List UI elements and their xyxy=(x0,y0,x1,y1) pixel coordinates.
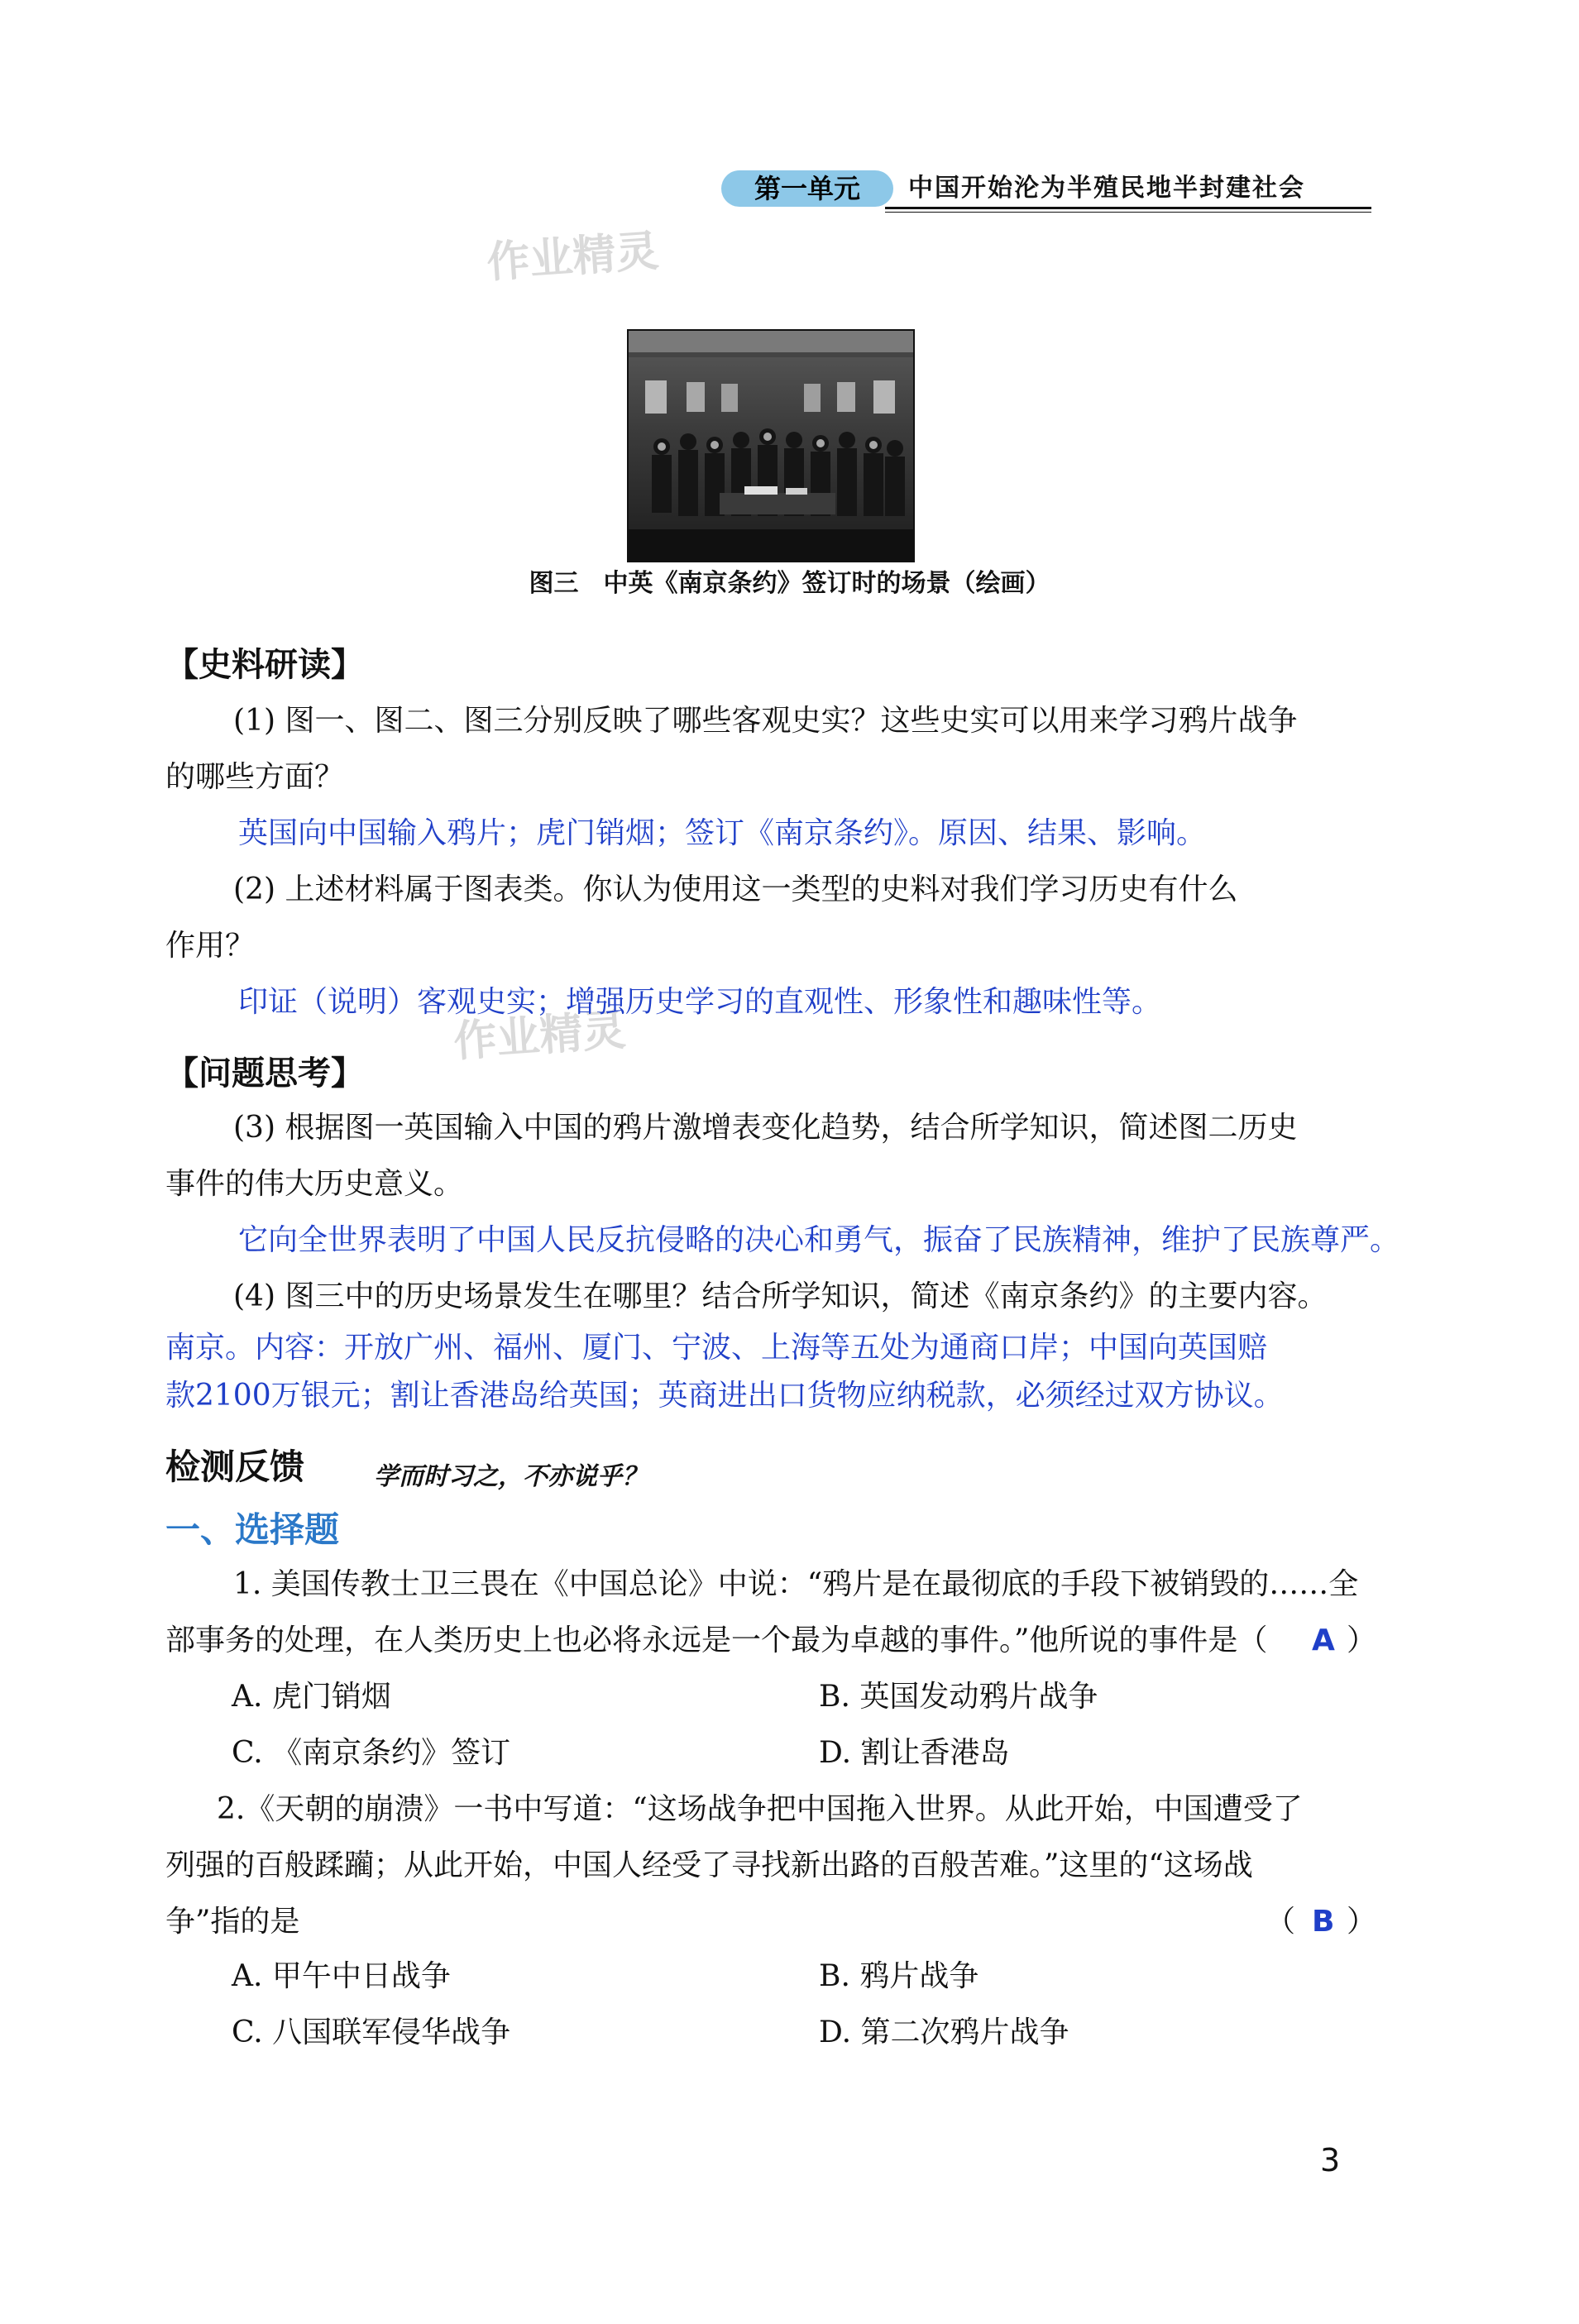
mc-1-option-a[interactable]: A. 虎门销烟 xyxy=(232,1680,391,1714)
question-3-line-1: (3) 根据图一英国输入中国的鸦片激增表变化趋势，结合所学知识，简述图二历史 xyxy=(233,1111,1298,1145)
mc-question-2-line-1: 2.《天朝的崩溃》一书中写道：“这场战争把中国拖入世界。从此开始，中国遭受了 xyxy=(217,1792,1303,1826)
feedback-subtitle: 学而时习之，不亦说乎？ xyxy=(374,1462,647,1491)
mc-bracket-open-2: （ xyxy=(1266,1905,1296,1939)
header-rule xyxy=(885,207,1371,209)
unit-label: 第一单元 xyxy=(721,170,893,207)
watermark-top: 作业精灵 xyxy=(485,226,661,289)
watermark-middle: 作业精灵 xyxy=(452,1005,628,1068)
mc-2-option-c[interactable]: C. 八国联军侵华战争 xyxy=(232,2016,511,2049)
mc-question-2-line-2: 列强的百般蹂躏；从此开始，中国人经受了寻找新出路的百般苦难。”这里的“这场战 xyxy=(165,1848,1253,1882)
mc-2-option-b[interactable]: B. 鸦片战争 xyxy=(819,1959,979,1993)
unit-title: 中国开始沦为半殖民地半封建社会 xyxy=(908,174,1305,203)
question-4: (4) 图三中的历史场景发生在哪里？结合所学知识，简述《南京条约》的主要内容。 xyxy=(233,1279,1328,1313)
question-2-line-1: (2) 上述材料属于图表类。你认为使用这一类型的史料对我们学习历史有什么 xyxy=(233,873,1238,906)
mc-2-option-a[interactable]: A. 甲午中日战争 xyxy=(232,1959,451,1993)
answer-4-line-1: 南京。内容：开放广州、福州、厦门、宁波、上海等五处为通商口岸；中国向英国赔 xyxy=(165,1331,1268,1365)
treaty-signing-photo xyxy=(627,329,915,562)
mc-bracket-close-2: ） xyxy=(1347,1905,1377,1939)
mc-bracket-close-1: ） xyxy=(1347,1623,1377,1657)
header-rule-thin xyxy=(885,212,1371,213)
answer-2: 印证（说明）客观史实；增强历史学习的直观性、形象性和趣味性等。 xyxy=(238,985,1162,1019)
mc-2-option-d[interactable]: D. 第二次鸦片战争 xyxy=(819,2016,1069,2049)
question-2-line-2: 作用？ xyxy=(165,929,256,963)
mc-question-1-line-2: 部事务的处理，在人类历史上也必将永远是一个最为卓越的事件。”他所说的事件是（ xyxy=(165,1623,1268,1657)
answer-3: 它向全世界表明了中国人民反抗侵略的决心和勇气，振奋了民族精神，维护了民族尊严。 xyxy=(238,1223,1400,1257)
answer-1: 英国向中国输入鸦片；虎门销烟；签订《南京条约》。原因、结果、影响。 xyxy=(238,816,1207,850)
photo-illustration xyxy=(629,331,913,561)
section-heading-thinking: 【问题思考】 xyxy=(165,1054,364,1093)
mc-answer-1: A xyxy=(1312,1623,1335,1657)
section-heading-reading: 【史料研读】 xyxy=(165,646,364,684)
feedback-heading: 检测反馈 xyxy=(165,1447,305,1487)
question-3-line-2: 事件的伟大历史意义。 xyxy=(165,1167,464,1201)
question-1-line-2: 的哪些方面？ xyxy=(165,760,345,794)
page-number: 3 xyxy=(1320,2142,1341,2178)
mc-1-option-c[interactable]: C. 《南京条约》签订 xyxy=(232,1736,511,1770)
mc-answer-2: B xyxy=(1312,1905,1335,1939)
mc-1-option-d[interactable]: D. 割让香港岛 xyxy=(819,1736,1010,1770)
mc-1-option-b[interactable]: B. 英国发动鸦片战争 xyxy=(819,1680,1098,1714)
answer-4-line-2: 款2100万银元；割让香港岛给英国；英商进出口货物应纳税款，必须经过双方协议。 xyxy=(165,1379,1284,1413)
multiple-choice-heading: 一、选择题 xyxy=(165,1509,340,1550)
mc-question-2-line-3: 争”指的是 xyxy=(165,1905,300,1939)
figure-caption: 图三 中英《南京条约》签订时的场景（绘画） xyxy=(529,569,1050,598)
mc-question-1-line-1: 1. 美国传教士卫三畏在《中国总论》中说：“鸦片是在最彻底的手段下被销毁的……全 xyxy=(233,1567,1359,1601)
question-1-line-1: (1) 图一、图二、图三分别反映了哪些客观史实？这些史实可以用来学习鸦片战争 xyxy=(233,704,1298,738)
